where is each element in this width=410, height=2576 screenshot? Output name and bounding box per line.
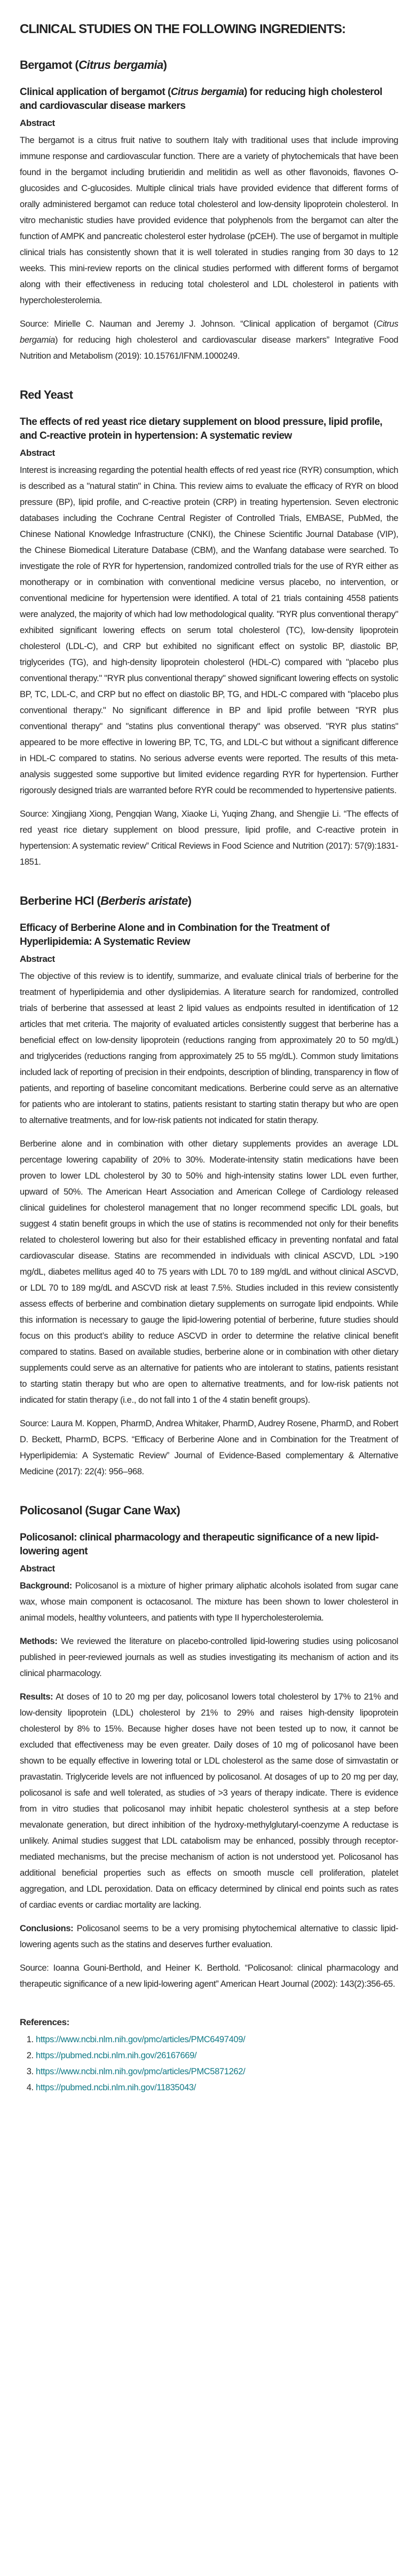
- reference-link[interactable]: https://pubmed.ncbi.nlm.nih.gov/26167669/: [36, 2051, 197, 2060]
- paragraph-label: Conclusions:: [20, 1924, 74, 1933]
- source-citation: [20, 1416, 398, 1480]
- text-run: We reviewed the literature on placebo-controlled lipid-lowering studies using policosanol published in peer-reviewed journals as well as studies investigating its mechanism of action and its clinical pharmacology.: [20, 1637, 398, 1678]
- text-run: The objective of this review is to identify, summarize, and evaluate clinical trials of berberine for the treatment of hyperlipidemia and other dyslipidemias. A literature search for randomized, controlled trials of berberine that assessed at least 2 lipid values as endpoints resulted in identification of 12 articles that met criteria. The majority of evaluated articles consistently suggest that berberine has a beneficial effect on low-density lipoprotein (reductions ranging from approximately 20 to 50 mg/dL) and triglycerides (reductions ranging from approximately 25 to 55 mg/dL). Common study limitations included lack of reporting of precision in their endpoints, description of blinding, transparency in flow of patients, and reporting of baseline concomitant medications. Berberine could serve as an alternative for patients who are intolerant to statins, patients resistant to starting statin therapy but who are open to alternative treatments, and for low-risk patients not indicated for statin therapy.: [20, 971, 398, 1125]
- italic-text: Citrus bergamia: [170, 86, 244, 98]
- page-title: CLINICAL STUDIES ON THE FOLLOWING INGREDIENTS:: [20, 22, 346, 36]
- text-run: The effects of red yeast rice dietary supplement on blood pressure, lipid profile, and C-reactive protein in hypertension: A systematic review: [20, 416, 383, 441]
- text-run: Policosanol (Sugar Cane Wax): [20, 1504, 180, 1517]
- abstract-label: Abstract: [20, 118, 55, 128]
- text-run: Policosanol is a mixture of higher primary aliphatic alcohols isolated from sugar cane wax, whose main component is octacosanol. The mixture has been shown to lower cholesterol in animal models, healthy volunteers, and patients with type II hypercholesterolemia.: [20, 1581, 398, 1623]
- reference-item: [36, 2064, 398, 2080]
- paragraph-label: Results:: [20, 1692, 53, 1702]
- source-citation: [20, 1960, 398, 1992]
- text-run: Source: Laura M. Koppen, PharmD, Andrea Whitaker, PharmD, Audrey Rosene, PharmD, and Robert D. Beckett, PharmD, BCPS. “Efficacy of Berberine Alone and in Combination for the Treatment of Hyperlipidemia: A Systematic Review” Journal of Evidence-Based complementary & Alternative Medicine (2017): 22(4): 956–968.: [20, 1419, 398, 1476]
- source-citation: [20, 316, 398, 364]
- ingredient-heading: [20, 1503, 398, 1518]
- abstract-paragraph: [20, 1136, 398, 1408]
- ingredient-heading: [20, 894, 398, 908]
- text-run: ) for reducing high cholesterol and cardiovascular disease markers” Integrative Food Nutrition and Metabolism (2019): 10.15761/IFNM.1000249.: [20, 335, 398, 361]
- text-run: Red Yeast: [20, 388, 73, 401]
- text-run: Interest is increasing regarding the potential health effects of red yeast rice (RYR) consumption, which is described as a "natural statin" in China. This review aims to evaluate the efficacy of RYR on blood pressure (BP), lipid profile, and C-reactive protein (CRP) in treating hypertension. Seven electronic databases including the Cochrane Central Register of Controlled Trials, EMBASE, PubMed, the Chinese National Knowledge Infrastructure (CNKI), the Chinese Scientific Journal Database (VIP), the Chinese Biomedical Literature Database (CBM), and the Wanfang database were searched. To investigate the role of RYR for hypertension, randomized controlled trials for the use of RYR either as monotherapy or in combination with conventional medicine versus placebo, no intervention, or conventional medicine for hypertension were identified. A total of 21 trials containing 4558 patients were analyzed, the majority of which had low methodological quality. "RYR plus conventional therapy" exhibited significant lowering effects on serum total cholesterol (TC), low-density lipoprotein cholesterol (LDL-C), and CRP but exhibited no significant effect on systolic BP, diastolic BP, triglycerides (TG), and high-density lipoprotein cholesterol (HDL-C) compared with "placebo plus conventional therapy." "RYR plus conventional therapy" showed significant lowering effects on systolic BP, TC, LDL-C, and CRP but no effect on diastolic BP, TG, and HDL-C compared with "placebo plus conventional therapy." No significant difference in BP and lipid profile between "RYR plus conventional therapy" and "statins plus conventional therapy" was observed. "RYR plus statins" appeared to be more effective in lowering BP, TC, TG, and LDL-C but without a significant difference in HDL-C compared to statins. No serious adverse events were reported. The results of this meta-analysis suggested some supportive but limited evidence regarding RYR for hypertension. Further rigorously designed trials are warranted before RYR could be recommended to hypertensive patients.: [20, 465, 398, 795]
- text-run: Source: Mirielle C. Nauman and Jeremy J. Johnson. “Clinical application of bergamot (: [20, 319, 376, 329]
- text-run: At doses of 10 to 20 mg per day, policosanol lowers total cholesterol by 17% to 21% and low-density lipoprotein (LDL) cholesterol by 21% to 29% and raises high-density lipoprotein cholesterol by 8% to 15%. Because higher doses have not been tested up to now, it cannot be excluded that effectiveness may be even greater. Daily doses of 10 mg of policosanol have been shown to be equally effective in lowering total or LDL cholesterol as the same dose of simvastatin or pravastatin. Triglyceride levels are not influenced by policosanol. At dosages of up to 20 mg per day, policosanol is safe and well tolerated, as studies of >3 years of therapy indicate. There is evidence from in vitro studies that policosanol may inhibit hepatic cholesterol synthesis at a step before mevalonate generation, but direct inhibition of the hydroxy-methylglutaryl-coenzyme A reductase is unlikely. Animal studies suggest that LDL catabolism may be enhanced, possibly through receptor-mediated mechanisms, but the precise mechanism of action is not understood yet. Policosanol has additional beneficial properties such as effects on smooth muscle cell proliferation, platelet aggregation, and LDL peroxidation. Data on efficacy determined by clinical end points such as rates of cardiac events or cardiac mortality are lacking.: [20, 1692, 398, 1910]
- abstract-paragraph: [20, 1689, 398, 1913]
- ingredient-section: [20, 894, 398, 1480]
- paragraph-label: Background:: [20, 1581, 72, 1591]
- abstract-paragraph: [20, 1921, 398, 1953]
- article-title: [20, 415, 398, 443]
- abstract-paragraph: [20, 1578, 398, 1626]
- text-run: ): [187, 894, 192, 907]
- reference-link[interactable]: https://www.ncbi.nlm.nih.gov/pmc/articles/PMC6497409/: [36, 2035, 246, 2044]
- ingredient-heading: [20, 388, 398, 402]
- abstract-paragraph: [20, 132, 398, 309]
- references-list: [20, 2032, 398, 2096]
- text-run: Berberine alone and in combination with other dietary supplements provides an average LDL percentage lowering capability of 20% to 30%. Moderate-intensity statin medications have been proven to lower LDL cholesterol by 30 to 50% and high-intensity statins lower LDL even further, upward of 50%. The American Heart Association and American College of Cardiology released clinical guidelines for cholesterol management that no longer recommend specific LDL goals, but suggest 4 statin benefit groups in which the use of statins is recommended not only for their benefits related to cholesterol lowering but also for their established efficacy in preventing nonfatal and fatal cardiovascular disease. Statins are recommended in individuals with clinical ASCVD, LDL >190 mg/dL, diabetes mellitus aged 40 to 75 years with LDL 70 to 189 mg/dL and without clinical ASCVD, or LDL 70 to 189 mg/dL and ASCVD risk at least 7.5%. Studies included in this review consistently assess effects of berberine and combination dietary supplements on surrogate lipid endpoints. While this information is necessary to gauge the lipid-lowering potential of berberine, future studies should focus on this product’s ability to reduce ASCVD in order to determine the relative clinical benefit compared to statins. Based on available studies, berberine alone or in combination with other dietary supplements could serve as an alternative for patients who are intolerant to statins, patients resistant to starting statin therapy but who are open to alternative treatments, and for low-risk patients not indicated for statin therapy (i.e., do not fall into 1 of the 4 statin benefit groups).: [20, 1139, 398, 1405]
- italic-text: Berberis aristate: [100, 894, 188, 907]
- text-run: Source: Ioanna Gouni-Berthold, and Heiner K. Berthold. “Policosanol: clinical pharmacology and therapeutic significance of a new lipid-lowering agent” American Heart Journal (2002): 143(2):356-65.: [20, 1963, 398, 1989]
- text-run: ) for reducing high cholesterol and cardiovascular disease markers: [20, 86, 382, 112]
- abstract-label: Abstract: [20, 1563, 55, 1574]
- text-run: Clinical application of bergamot (: [20, 86, 171, 98]
- references: [20, 2016, 398, 2096]
- text-run: Policosanol seems to be a very promising phytochemical alternative to classic lipid-lowering agents such as the statins and deserves further evaluation.: [20, 1924, 398, 1949]
- text-run: Berberine HCl (: [20, 894, 101, 907]
- abstract-label: Abstract: [20, 448, 55, 458]
- italic-text: Citrus bergamia: [78, 58, 163, 72]
- text-run: ): [163, 58, 167, 72]
- italic-text: Citrus bergamia: [20, 319, 398, 345]
- reference-link[interactable]: https://pubmed.ncbi.nlm.nih.gov/11835043/: [36, 2083, 196, 2092]
- abstract-label: Abstract: [20, 954, 55, 964]
- reference-item: [36, 2048, 398, 2064]
- abstract-paragraph: [20, 1633, 398, 1681]
- reference-item: [36, 2080, 398, 2096]
- ingredient-heading: [20, 58, 398, 73]
- text-run: The bergamot is a citrus fruit native to southern Italy with traditional uses that include improving immune response and cardiovascular function. There are a variety of phytochemicals that have been found in the bergamot including brutieridin and melitidin as well as other flavonoids, flavones O-glucosides and C-glucosides. Multiple clinical trials have provided evidence that different forms of orally administered bergamot can reduce total cholesterol and low-density lipoprotein cholesterol. In vitro mechanistic studies have provided evidence that polyphenols from the bergamot can alter the function of AMPK and pancreatic cholesterol ester hydrolase (pCEH). The use of bergamot in multiple clinical trials has consistently shown that it is well tolerated in studies ranging from 30 days to 12 weeks. This mini-review reports on the clinical studies performed with different forms of bergamot along with their effectiveness in reducing total cholesterol and LDL cholesterol in patients with hypercholesterolemia.: [20, 136, 398, 305]
- article-title: [20, 1531, 398, 1559]
- abstract-paragraph: [20, 968, 398, 1128]
- text-run: Source: Xingjiang Xiong, Pengqian Wang, Xiaoke Li, Yuqing Zhang, and Shengjie Li. “The effects of red yeast rice dietary supplement on blood pressure, lipid profile, and C-reactive protein in hypertension: A systematic review” Critical Reviews in Food Science and Nutrition (2017): 57(9):1831-1851.: [20, 809, 398, 867]
- text-run: Bergamot (: [20, 58, 79, 72]
- paragraph-label: Methods:: [20, 1637, 58, 1646]
- reference-link[interactable]: https://www.ncbi.nlm.nih.gov/pmc/articles/PMC5871262/: [36, 2067, 246, 2076]
- article-title: [20, 921, 398, 949]
- article-title: [20, 85, 398, 113]
- ingredient-section: [20, 58, 398, 364]
- references-title: References:: [20, 2017, 69, 2027]
- abstract-paragraph: [20, 462, 398, 799]
- source-citation: [20, 806, 398, 870]
- text-run: Policosanol: clinical pharmacology and therapeutic significance of a new lipid-lowering agent: [20, 1532, 379, 1557]
- reference-item: [36, 2032, 398, 2048]
- text-run: Efficacy of Berberine Alone and in Combination for the Treatment of Hyperlipidemia: A Systematic Review: [20, 922, 330, 947]
- ingredient-sections: [20, 58, 398, 1992]
- ingredient-section: [20, 388, 398, 870]
- ingredient-section: [20, 1503, 398, 1992]
